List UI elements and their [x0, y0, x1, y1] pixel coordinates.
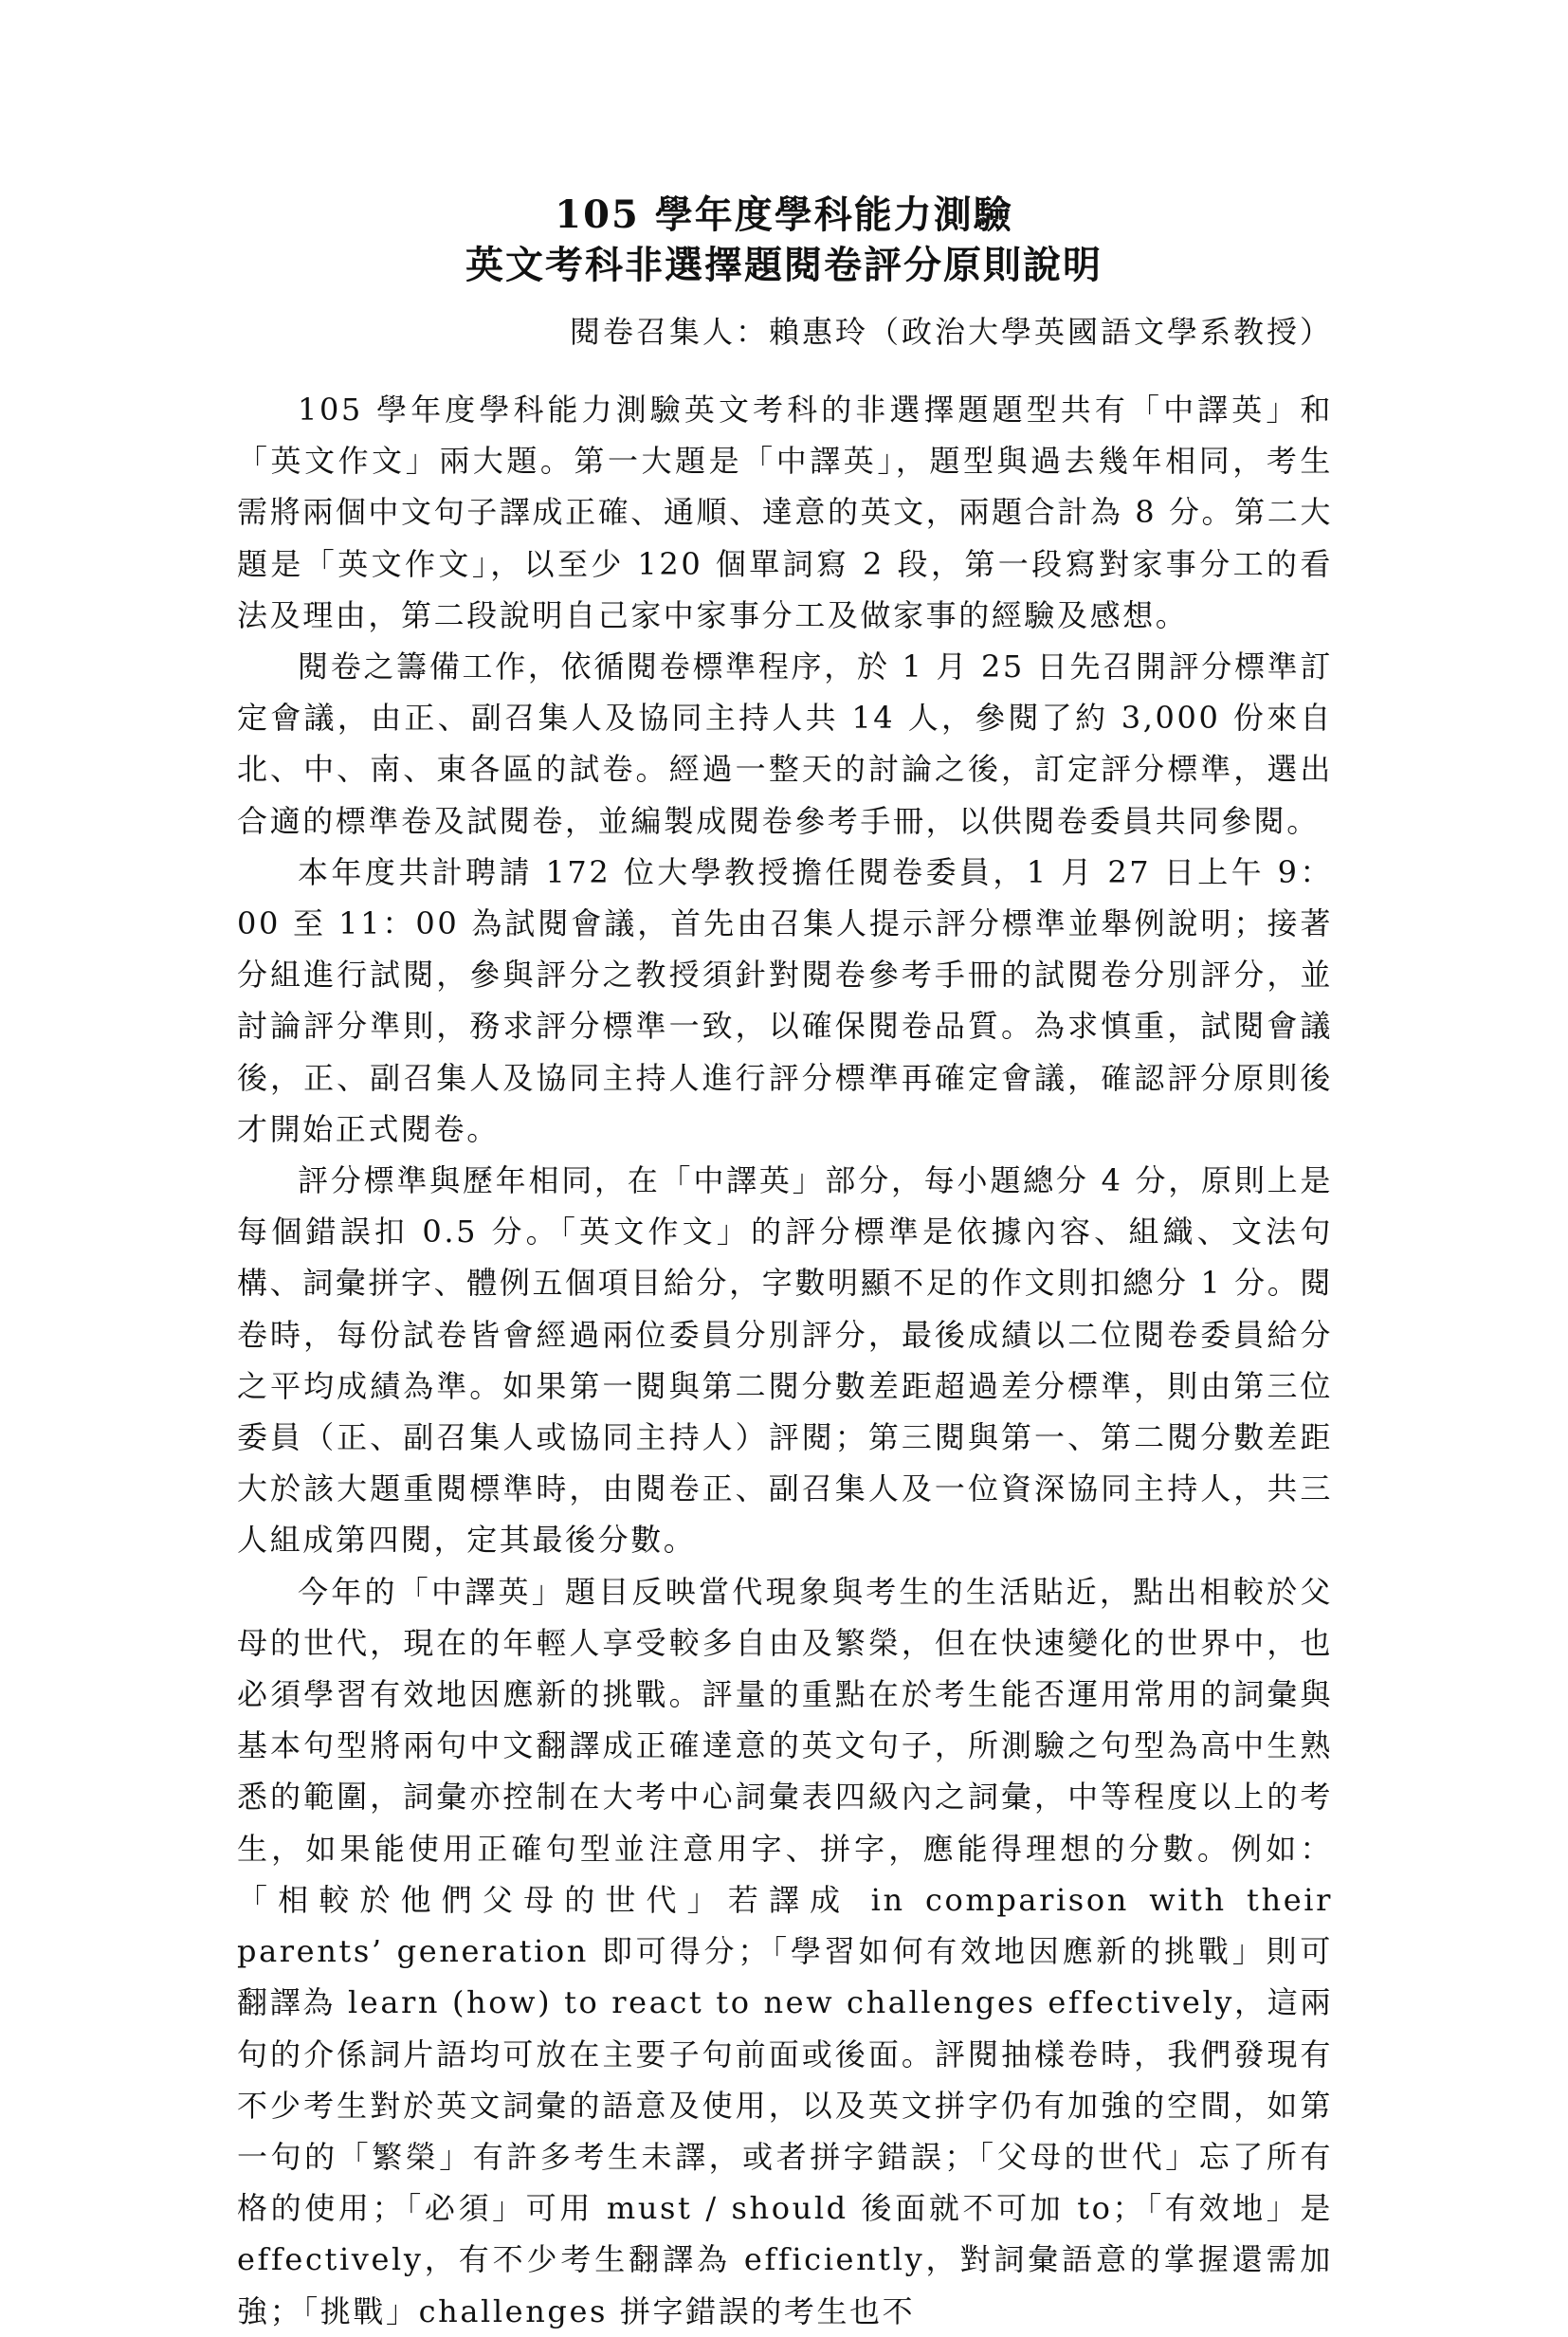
- convener-line: 閱卷召集人：賴惠玲（政治大學英國語文學系教授）: [569, 314, 1333, 350]
- paragraph-trial-grading: 本年度共計聘請 172 位大學教授擔任閱卷委員，1 月 27 日上午 9：00 至 11：00 為試閱會議，首先由召集人提示評分標準並舉例說明；接著分組進行試閱，參與評分之教授須針對閱卷參考手冊的試閱卷分別評分，並討論評分準則，務求評分標準一致，以確保閱卷品質。為求慎重，試閱會議後，正、副召集人及協同主持人進行評分標準再確定會議，確認評分原則後才開始正式閱卷。: [237, 853, 1333, 1147]
- document-subtitle: 英文考科非選擇題閱卷評分原則說明: [465, 243, 1103, 287]
- paragraph-translation-analysis: 今年的「中譯英」題目反映當代現象與考生的生活貼近，點出相較於父母的世代，現在的年輕人享受較多自由及繁榮，但在快速變化的世界中，也必須學習有效地因應新的挑戰。評量的重點在於考生能否運用常用的詞彙與基本句型將兩句中文翻譯成正確達意的英文句子，所測驗之句型為高中生熟悉的範圍，詞彙亦控制在大考中心詞彙表四級內之詞彙，中等程度以上的考生，如果能使用正確句型並注意用字、拼字，應能得理想的分數。例如：「相較於他們父母的世代」若譯成 in comparison with their parents’ generation 即可得分；「學習如何有效地因應新的挑戰」則可翻譯為 learn (how) to react to new challenges effectively，這兩句的介係詞片語均可放在主要子句前面或後面。評閱抽樣卷時，我們發現有不少考生對於英文詞彙的語意及使用，以及英文拼字仍有加強的空間，如第一句的「繁榮」有許多考生未譯，或者拼字錯誤；「父母的世代」忘了所有格的使用；「必須」可用 must / should 後面就不可加 to；「有效地」是 effectively，有不少考生翻譯為 efficiently，對詞彙語意的掌握還需加強；「挑戰」challenges 拼字錯誤的考生也不: [237, 1573, 1333, 2329]
- document-title: 105 學年度學科能力測驗: [555, 192, 1013, 237]
- paragraph-scoring-criteria: 評分標準與歷年相同，在「中譯英」部分，每小題總分 4 分，原則上是每個錯誤扣 0.5 分。「英文作文」的評分標準是依據內容、組織、文法句構、詞彙拼字、體例五個項目給分，字數明顯不足的作文則扣總分 1 分。閱卷時，每份試卷皆會經過兩位委員分別評分，最後成績以二位閱卷委員給分之平均成績為準。如果第一閱與第二閱分數差距超過差分標準，則由第三位委員（正、副召集人或協同主持人）評閱；第三閱與第一、第二閱分數差距大於該大題重閱標準時，由閱卷正、副召集人及一位資深協同主持人，共三人組成第四閱，定其最後分數。: [237, 1162, 1333, 1559]
- paragraph-preparation: 閱卷之籌備工作，依循閱卷標準程序，於 1 月 25 日先召開評分標準訂定會議，由正、副召集人及協同主持人共 14 人，參閱了約 3,000 份來自北、中、南、東各區的試卷。經過一整天的討論之後，訂定評分標準，選出合適的標準卷及試閱卷，並編製成閱卷參考手冊，以供閱卷委員共同參閱。: [237, 648, 1333, 839]
- document-body: [237, 384, 1333, 2337]
- paragraph-overview: 105 學年度學科能力測驗英文考科的非選擇題題型共有「中譯英」和「英文作文」兩大題。第一大題是「中譯英」，題型與過去幾年相同，考生需將兩個中文句子譯成正確、通順、達意的英文，兩題合計為 8 分。第二大題是「英文作文」，以至少 120 個單詞寫 2 段，第一段寫對家事分工的看法及理由，第二段說明自己家中家事分工及做家事的經驗及感想。: [237, 392, 1333, 633]
